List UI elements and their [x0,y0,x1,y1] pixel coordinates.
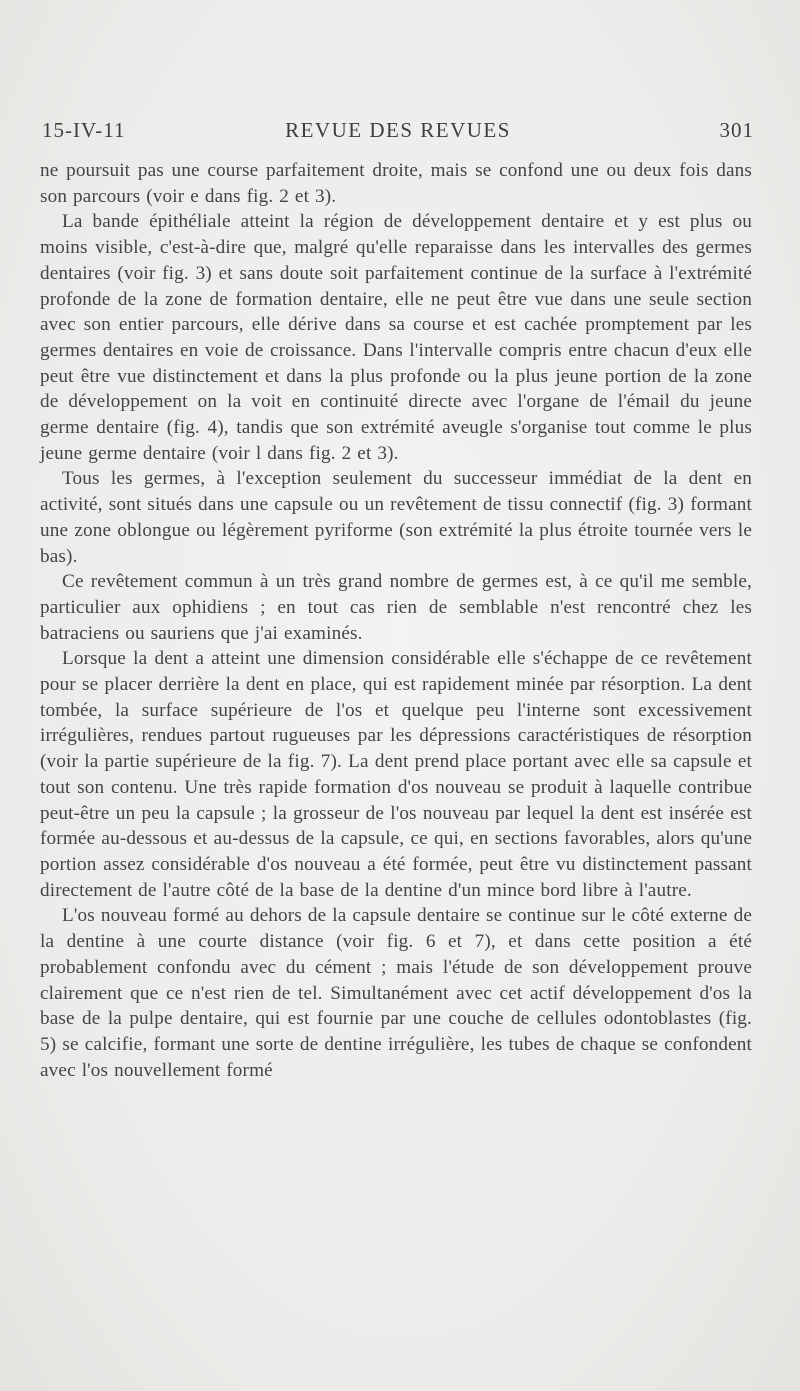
issue-date: 15-IV-11 [42,118,126,142]
paragraph: ne poursuit pas une course parfaitement droite, mais se confond une ou deux fois dans son parcours (voir e dans fig. 2 et 3). [40,160,752,207]
page-header [42,118,754,148]
paragraph: Lorsque la dent a atteint une dimension considérable elle s'échappe de ce revêtement pour se placer derrière la dent en place, qui est rapidement minée par résorption. La dent tombée, la surface supérieure de l'os et quelque peu l'interne sont excessivement irrégulières, rendues partout rugueuses par les dépressions caractéristiques de résorption (voir la partie supérieure de la fig. 7). La dent prend place portant avec elle sa capsule et tout son contenu. Une très rapide formation d'os nouveau se produit à laquelle contribue peut-être un peu la capsule ; la grosseur de l'os nouveau par lequel la dent est insérée est formée au-dessous et au-dessus de la capsule, ce qui, en sections favorables, alors qu'une portion assez considérable d'os nouveau a été formée, peut être vu distinctement passant directement de l'autre côté de la base de la dentine d'un mince bord libre à l'autre. [40,648,752,901]
paragraph: Ce revêtement commun à un très grand nombre de germes est, à ce qu'il me semble, particulier aux ophidiens ; en tout cas rien de semblable n'est rencontré chez les batraciens ou sauriens que j'ai examinés. [40,571,752,644]
paragraph: Tous les germes, à l'exception seulement du successeur immédiat de la dent en activité, sont situés dans une capsule ou un revêtement de tissu connectif (fig. 3) formant une zone oblongue ou légèrement pyriforme (son extrémité la plus étroite tournée vers le bas). [40,468,752,567]
running-title: REVUE DES REVUES [285,118,511,142]
paragraph: L'os nouveau formé au dehors de la capsule dentaire se continue sur le côté externe de la dentine à une courte distance (voir fig. 6 et 7), et dans cette position a été probablement confondu avec du cément ; mais l'étude de son développement prouve clairement que ce n'est rien de tel. Simultanément avec cet actif développement d'os la base de la pulpe dentaire, qui est fournie par une couche de cellules odontoblastes (fig. 5) se calcifie, formant une sorte de dentine irrégulière, les tubes de chaque se confondent avec l'os nouvellement formé [40,905,752,1081]
body-text [40,158,752,1083]
page-number: 301 [719,118,754,142]
paragraph: La bande épithéliale atteint la région de développement dentaire et y est plus ou moins visible, c'est-à-dire que, malgré qu'elle reparaisse dans les intervalles des germes dentaires (voir fig. 3) et sans doute soit parfaitement continue de la surface à l'extrémité profonde de la zone de formation dentaire, elle ne peut être vue dans une seule section avec son entier parcours, elle dérive dans sa course et est cachée promptement par les germes dentaires en voie de croissance. Dans l'intervalle compris entre chacun d'eux elle peut être vue distinctement et dans la plus profonde ou la plus jeune portion de la zone de développement on la voit en continuité directe avec l'organe de l'émail du jeune germe dentaire (fig. 4), tandis que son extrémité aveugle s'organise tout comme le plus jeune germe dentaire (voir l dans fig. 2 et 3). [40,211,752,464]
